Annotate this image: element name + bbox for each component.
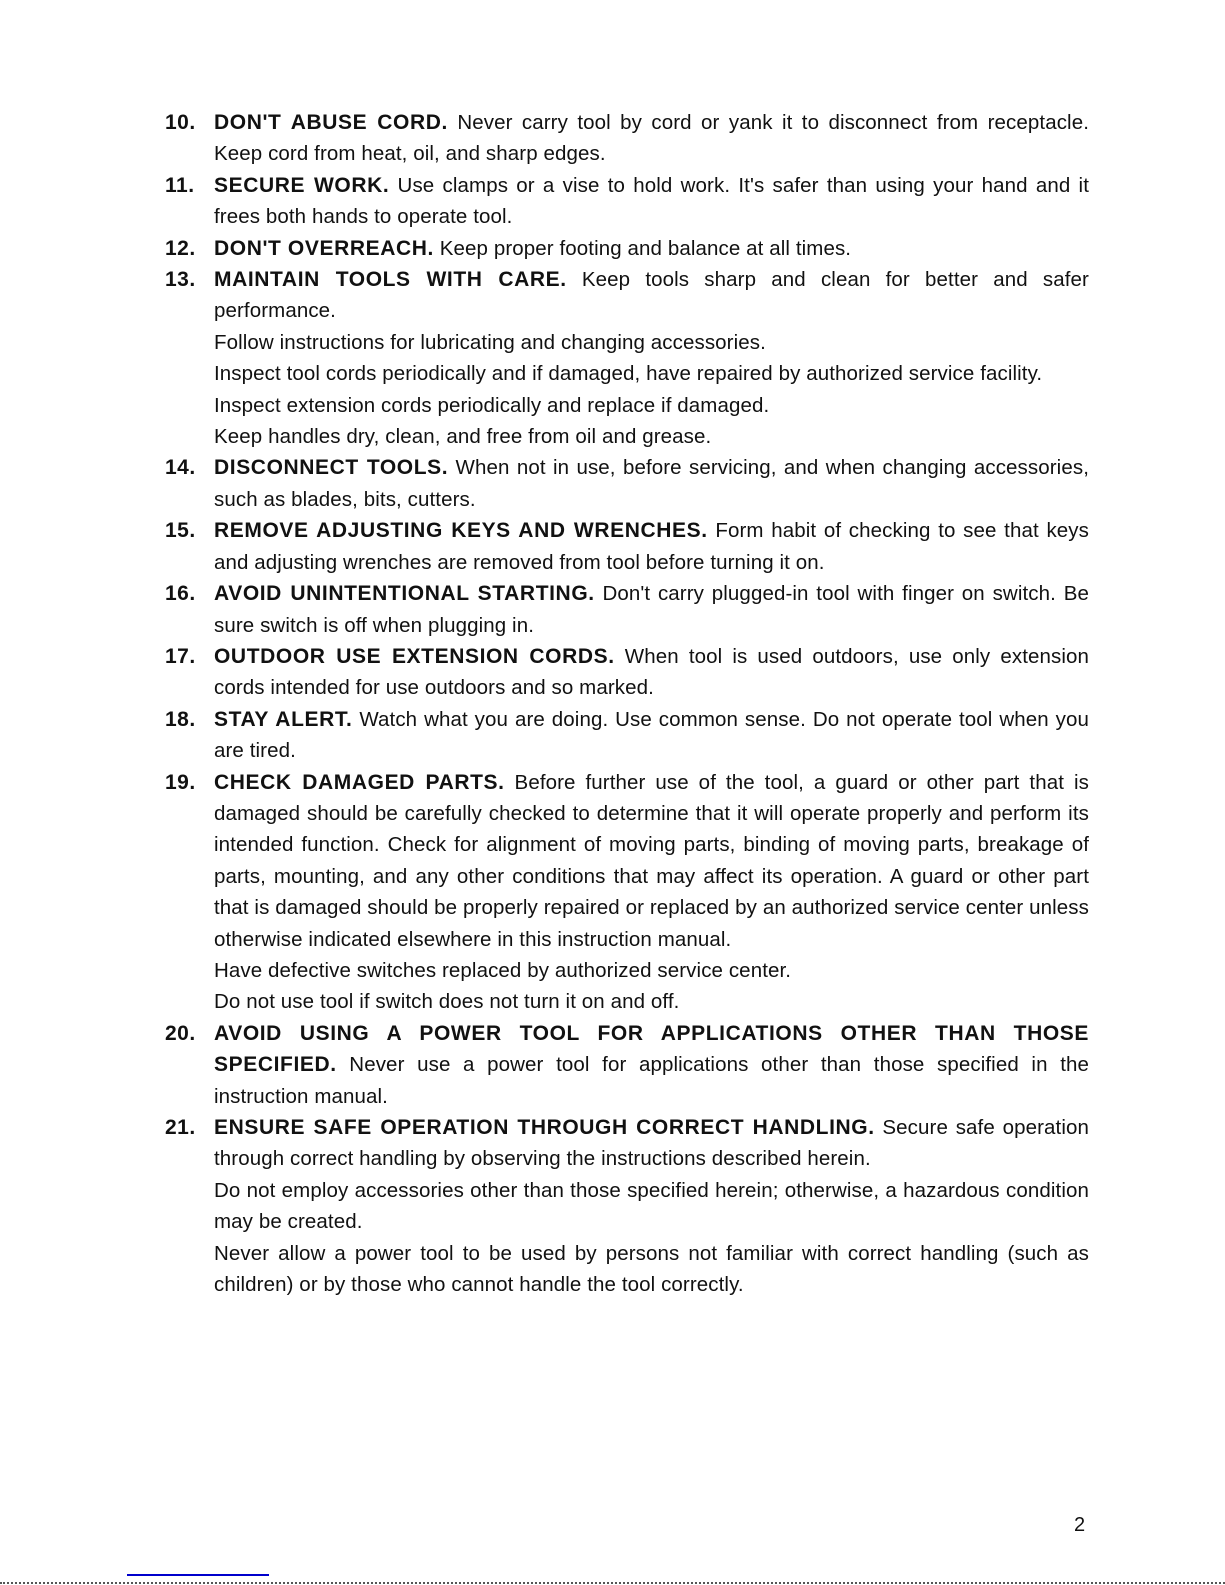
rule-extra-line: Inspect extension cords periodically and replace if damaged. bbox=[214, 393, 770, 417]
rule-item-13 bbox=[165, 264, 1089, 452]
rule-extra-line: Inspect tool cords periodically and if damaged, have repaired by authorized service facility. bbox=[214, 362, 1043, 386]
rule-extra-line: Follow instructions for lubricating and changing accessories. bbox=[214, 330, 766, 354]
rule-heading: OUTDOOR USE EXTENSION CORDS. bbox=[214, 644, 615, 668]
rule-text: Never use a power tool for applications other than those specified in the instruction manual. bbox=[214, 1053, 1089, 1108]
rule-number: 14. bbox=[165, 456, 196, 480]
rule-item-19 bbox=[165, 767, 1089, 1018]
rule-extra-line: Do not use tool if switch does not turn it on and off. bbox=[214, 990, 680, 1014]
rule-item-16 bbox=[165, 578, 1089, 641]
rule-heading: CHECK DAMAGED PARTS. bbox=[214, 770, 505, 794]
rule-text: When tool is used outdoors, use only extension cords intended for use outdoors and so marked. bbox=[214, 644, 1090, 700]
rule-item-14 bbox=[165, 452, 1089, 515]
rule-heading: SECURE WORK. bbox=[214, 173, 390, 197]
rule-item-17 bbox=[165, 641, 1089, 704]
rule-heading: STAY ALERT. bbox=[214, 707, 353, 731]
rule-text: Keep proper footing and balance at all times. bbox=[433, 236, 852, 260]
rule-number: 20. bbox=[165, 1021, 196, 1045]
rule-number: 19. bbox=[165, 770, 196, 794]
rule-item-18 bbox=[165, 704, 1089, 767]
rule-number: 21. bbox=[165, 1116, 196, 1139]
rule-extra-line: Have defective switches replaced by authorized service center. bbox=[214, 958, 792, 982]
rule-extra-line: Keep handles dry, clean, and free from oil and grease. bbox=[214, 425, 712, 449]
rule-extra-line: Do not employ accessories other than those specified herein; otherwise, a hazardous condition may be created. bbox=[214, 1178, 1089, 1234]
rule-text: Use clamps or a vise to hold work. It's safer than using your hand and it frees both hands to operate tool. bbox=[214, 173, 1090, 229]
rule-number: 12. bbox=[165, 236, 196, 260]
rule-number: 11. bbox=[165, 173, 195, 197]
rule-item-11 bbox=[165, 170, 1089, 233]
rule-number: 17. bbox=[165, 644, 196, 668]
rule-heading: AVOID UNINTENTIONAL STARTING. bbox=[214, 582, 595, 606]
rule-number: 18. bbox=[165, 707, 196, 731]
rule-extra-line: Never allow a power tool to be used by persons not familiar with correct handling (such as children) or by those who cannot handle the tool correctly. bbox=[214, 1241, 1089, 1297]
safety-rules-list bbox=[165, 107, 1089, 1300]
rule-number: 16. bbox=[165, 582, 196, 606]
rule-item-15 bbox=[165, 515, 1089, 578]
rule-text: When not in use, before servicing, and when changing accessories, such as blades, bits, cutters. bbox=[214, 456, 1089, 511]
rule-item-21 bbox=[165, 1112, 1089, 1300]
rule-text: Secure safe operation through correct handling by observing the instructions described herein. bbox=[214, 1116, 1089, 1171]
rule-heading: DISCONNECT TOOLS. bbox=[214, 456, 449, 480]
rule-text: Keep tools sharp and clean for better and safer performance. bbox=[214, 268, 1089, 323]
rule-text: Never carry tool by cord or yank it to disconnect from receptacle. Keep cord from heat, oil, and sharp edges. bbox=[214, 111, 1089, 166]
dotted-page-edge-divider bbox=[0, 1582, 1225, 1584]
rule-heading: DON'T ABUSE CORD. bbox=[214, 111, 448, 134]
rule-text: Don't carry plugged-in tool with finger on switch. Be sure switch is off when plugging in. bbox=[214, 582, 1089, 637]
rule-heading: ENSURE SAFE OPERATION THROUGH CORRECT HANDLING. bbox=[214, 1116, 875, 1139]
rule-item-20 bbox=[165, 1018, 1089, 1112]
rule-text: Watch what you are doing. Use common sense. Do not operate tool when you are tired. bbox=[214, 707, 1090, 763]
rule-heading: REMOVE ADJUSTING KEYS AND WRENCHES. bbox=[214, 519, 708, 543]
rule-text: Before further use of the tool, a guard or other part that is damaged should be carefully checked to determine that it will operate properly and perform its intended function. Check for alignment of moving parts, binding of moving parts, breakage of parts, mounting, and any other conditions that may affect its operation. A guard or other part that is damaged should be properly repaired or replaced by an authorized service center unless otherwise indicated elsewhere in this instruction manual. bbox=[214, 770, 1089, 951]
rule-item-12 bbox=[165, 233, 1089, 264]
blue-underline-divider bbox=[127, 1574, 269, 1576]
rule-number: 15. bbox=[165, 519, 196, 543]
rule-number: 10. bbox=[165, 111, 196, 134]
rule-heading: AVOID USING A POWER TOOL FOR APPLICATIONS OTHER THAN THOSE SPECIFIED. bbox=[214, 1021, 1089, 1077]
page-number: 2 bbox=[1074, 1514, 1086, 1536]
rule-heading: DON'T OVERREACH. bbox=[214, 236, 434, 260]
rule-heading: MAINTAIN TOOLS WITH CARE. bbox=[214, 268, 567, 292]
rule-item-10 bbox=[165, 107, 1089, 170]
rule-number: 13. bbox=[165, 268, 196, 292]
rule-text: Form habit of checking to see that keys and adjusting wrenches are removed from tool before turning it on. bbox=[214, 519, 1089, 574]
